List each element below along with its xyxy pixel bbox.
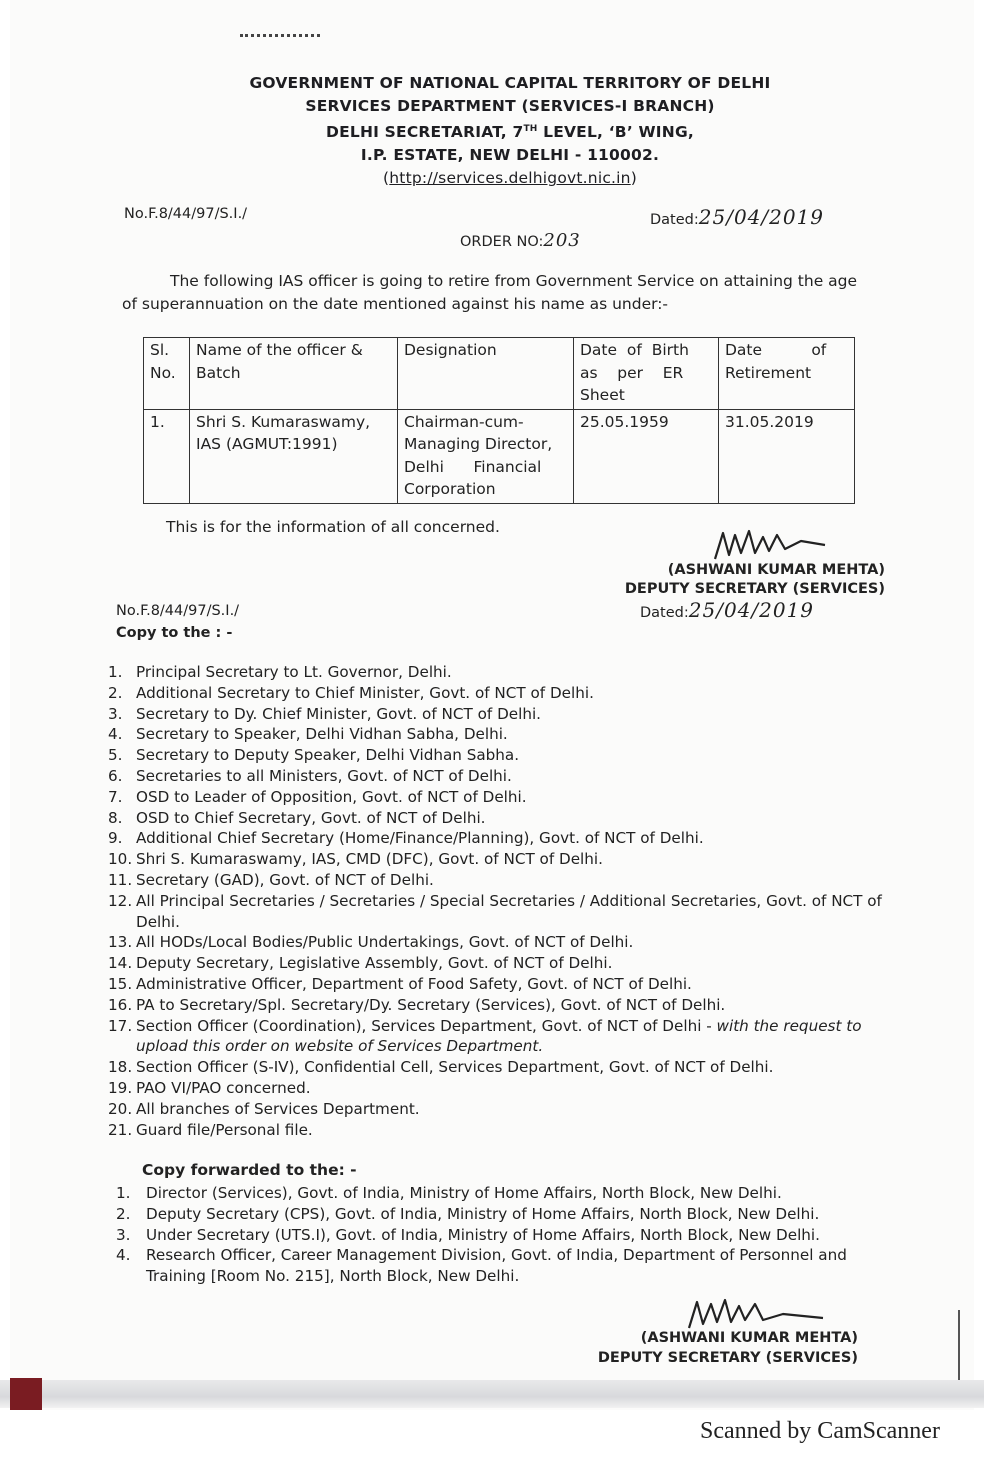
- header-name-line-1: Name of the officer &: [196, 341, 363, 359]
- list-item-text: [136, 870, 898, 891]
- list-item-text: [136, 1120, 898, 1141]
- intro-line-1: The following IAS officer is going to retire from Government Service on attaining the age: [170, 272, 858, 290]
- list-item-number: 6.: [108, 766, 123, 785]
- copy-date: [640, 598, 814, 622]
- list-item-text-italic: with the request to upload this order on website of Services Department.: [136, 1016, 862, 1056]
- list-item: [116, 1225, 876, 1246]
- list-item-text-main: Guard file/Personal file.: [136, 1120, 313, 1139]
- list-item-text-main: Deputy Secretary, Legislative Assembly, Govt. of NCT of Delhi.: [136, 954, 613, 973]
- url-open-paren: (: [383, 169, 390, 188]
- cell-name-line-2: IAS (AGMUT:1991): [196, 435, 338, 453]
- cell-designation: [398, 409, 574, 503]
- list-item-text: [136, 683, 898, 704]
- cell-designation-line-1: Chairman-cum-: [404, 412, 524, 431]
- list-item-text-main: PAO VI/PAO concerned.: [136, 1078, 311, 1097]
- list-item-number: 3.: [116, 1225, 131, 1244]
- cell-name: [190, 409, 398, 503]
- header-sl-no-line-2: No.: [150, 363, 176, 382]
- list-item-number: 21.: [108, 1120, 133, 1139]
- list-item-number: 18.: [108, 1058, 133, 1077]
- list-item: [108, 1099, 898, 1120]
- list-item: [108, 995, 898, 1016]
- list-item: [108, 1057, 898, 1078]
- header-dor: [719, 338, 855, 410]
- list-item-text-main: OSD to Leader of Opposition, Govt. of NCT of Delhi.: [136, 787, 527, 806]
- list-item-number: 4.: [108, 725, 123, 744]
- cell-sl-no: 1.: [144, 409, 190, 503]
- list-item-text-main: Secretary to Deputy Speaker, Delhi Vidhan Sabha.: [136, 746, 520, 765]
- list-item-text-main: Administrative Officer, Department of Food Safety, Govt. of NCT of Delhi.: [136, 974, 692, 993]
- list-item-text-main: Additional Secretary to Chief Minister, Govt. of NCT of Delhi.: [136, 683, 594, 702]
- letterhead-line-1: GOVERNMENT OF NATIONAL CAPITAL TERRITORY OF DELHI: [249, 74, 771, 92]
- list-item: [108, 870, 898, 891]
- list-item-text: [136, 1078, 898, 1099]
- list-item-text-main: Secretary (GAD), Govt. of NCT of Delhi.: [136, 870, 434, 889]
- table-row: [144, 409, 855, 503]
- list-item-text-main: Deputy Secretary (CPS), Govt. of India, Ministry of Home Affairs, North Block, New Delhi.: [146, 1204, 820, 1223]
- list-item-text: [146, 1204, 876, 1225]
- list-item-text-main: Director (Services), Govt. of India, Ministry of Home Affairs, North Block, New Delhi.: [146, 1184, 782, 1202]
- list-item: [108, 953, 898, 974]
- cell-designation-line-3: Delhi Financial: [404, 457, 542, 476]
- list-item-text: [136, 974, 898, 995]
- list-item: [108, 891, 898, 933]
- list-item-number: 19.: [108, 1078, 133, 1097]
- list-item-number: 13.: [108, 933, 133, 952]
- list-item-number: 11.: [108, 870, 133, 889]
- list-item-text-main: Secretaries to all Ministers, Govt. of NCT of Delhi.: [136, 766, 512, 785]
- list-item-text: [136, 1099, 898, 1120]
- list-item-number: 1.: [116, 1184, 131, 1202]
- signature-block-1: [600, 527, 885, 599]
- red-corner-mark: [10, 1378, 42, 1410]
- header-dob-line-2: as per ER: [580, 363, 684, 382]
- table-header-row: [144, 338, 855, 410]
- page-edge-line: [958, 1310, 960, 1390]
- list-item: [116, 1204, 876, 1225]
- list-item: [116, 1183, 876, 1204]
- header-name: [190, 338, 398, 410]
- list-item-text-main: Additional Chief Secretary (Home/Finance/Planning), Govt. of NCT of Delhi.: [136, 829, 704, 848]
- list-item-text: [136, 662, 898, 683]
- list-item-number: 15.: [108, 974, 133, 993]
- order-date-value: 25/04/2019: [698, 205, 825, 229]
- order-date: [650, 205, 824, 229]
- list-item-number: 2.: [116, 1204, 131, 1223]
- letterhead-line-3-pre: DELHI SECRETARIAT, 7: [326, 123, 524, 142]
- list-item-number: 5.: [108, 746, 123, 765]
- header-designation: [398, 338, 574, 410]
- list-item-text: [136, 953, 898, 974]
- list-item-text: [136, 808, 898, 829]
- order-number-label: ORDER NO:: [460, 234, 544, 250]
- cell-designation-line-2: Managing Director,: [404, 435, 553, 453]
- header-sl-no-line-1: Sl.: [150, 341, 170, 359]
- cell-name-line-1: Shri S. Kumaraswamy,: [196, 412, 371, 431]
- info-line: This is for the information of all concerned.: [166, 518, 500, 536]
- letterhead-line-3-post: LEVEL, ‘B’ WING,: [537, 123, 694, 142]
- list-item: [108, 662, 898, 683]
- list-item-text-main: OSD to Chief Secretary, Govt. of NCT of Delhi.: [136, 808, 486, 827]
- letterhead: [180, 72, 840, 190]
- list-item-text: [136, 995, 898, 1016]
- header-designation-text: Designation: [404, 341, 497, 359]
- top-scribble-mark: [240, 34, 320, 40]
- intro-paragraph: [122, 270, 892, 316]
- signature-block-2: [580, 1328, 858, 1368]
- letterhead-line-3: [180, 118, 840, 144]
- list-item-number: 16.: [108, 995, 133, 1014]
- signatory-title-2: DEPUTY SECRETARY (SERVICES): [597, 1350, 858, 1366]
- letterhead-url-line: [180, 167, 840, 190]
- list-item-number: 4.: [116, 1246, 131, 1265]
- copy-forwarded-list: [116, 1183, 876, 1287]
- list-item-text-main: Section Officer (S-IV), Confidential Cell, Services Department, Govt. of NCT of Delhi.: [136, 1058, 774, 1077]
- cell-dor: 31.05.2019: [719, 409, 855, 503]
- letterhead-line-4: I.P. ESTATE, NEW DELHI - 110002.: [360, 146, 660, 165]
- order-number-value: 203: [543, 230, 581, 251]
- list-item: [108, 683, 898, 704]
- list-item-text-main: Research Officer, Career Management Division, Govt. of India, Department of Personnel and Training [Room No. 215], North Block, New Delhi.: [146, 1246, 847, 1286]
- signatory-name-2: (ASHWANI KUMAR MEHTA): [640, 1330, 858, 1346]
- cell-designation-line-4: Corporation: [404, 480, 496, 498]
- list-item: [108, 724, 898, 745]
- url-close-paren: ): [630, 169, 637, 188]
- list-item-number: 17.: [108, 1016, 133, 1035]
- list-item-number: 1.: [108, 663, 123, 681]
- list-item: [108, 1078, 898, 1099]
- list-item-text: [146, 1245, 876, 1287]
- copy-forwarded-heading: Copy forwarded to the: -: [142, 1161, 357, 1179]
- list-item-text: [136, 724, 898, 745]
- list-item-text: [136, 1016, 898, 1058]
- list-item-text-main: Secretary to Dy. Chief Minister, Govt. of NCT of Delhi.: [136, 704, 541, 723]
- list-item-text-main: Shri S. Kumaraswamy, IAS, CMD (DFC), Govt. of NCT of Delhi.: [136, 850, 603, 869]
- letterhead-line-3-sup: TH: [523, 124, 538, 134]
- list-item-number: 8.: [108, 808, 123, 827]
- signatory-name-1: (ASHWANI KUMAR MEHTA): [667, 562, 885, 578]
- list-item: [108, 932, 898, 953]
- list-item: [108, 1016, 898, 1058]
- copy-reference: [116, 600, 239, 644]
- order-date-label: Dated:: [650, 212, 699, 228]
- website-link[interactable]: http://services.delhigovt.nic.in: [389, 169, 631, 188]
- cell-dob: 25.05.1959: [574, 409, 719, 503]
- header-dob: [574, 338, 719, 410]
- list-item: [116, 1245, 876, 1287]
- list-item: [108, 745, 898, 766]
- list-item-number: 14.: [108, 954, 133, 973]
- list-item-number: 12.: [108, 891, 133, 910]
- list-item-text: [136, 891, 898, 933]
- list-item-number: 20.: [108, 1099, 133, 1118]
- copy-file-number: No.F.8/44/97/S.I./: [116, 603, 240, 619]
- list-item: [108, 787, 898, 808]
- list-item-text: [136, 849, 898, 870]
- order-number: [460, 230, 581, 251]
- list-item-number: 3.: [108, 704, 123, 723]
- list-item-text-main: All HODs/Local Bodies/Public Undertakings, Govt. of NCT of Delhi.: [136, 933, 634, 952]
- header-sl-no: [144, 338, 190, 410]
- list-item-text-main: All branches of Services Department.: [136, 1099, 420, 1118]
- list-item-text-main: All Principal Secretaries / Secretaries / Special Secretaries / Additional Secretaries, Govt. of NCT of Delhi.: [136, 891, 882, 931]
- list-item-text: [146, 1183, 876, 1204]
- list-item-text-main: Section Officer (Coordination), Services Department, Govt. of NCT of Delhi -: [136, 1016, 717, 1035]
- letterhead-line-2: SERVICES DEPARTMENT (SERVICES-I BRANCH): [305, 97, 715, 115]
- list-item-text-main: Secretary to Speaker, Delhi Vidhan Sabha, Delhi.: [136, 725, 508, 744]
- list-item-number: 7.: [108, 787, 123, 806]
- copy-to-list: [108, 662, 898, 1140]
- copy-date-value: 25/04/2019: [688, 598, 815, 622]
- list-item: [108, 974, 898, 995]
- list-item: [108, 849, 898, 870]
- scanner-watermark: Scanned by CamScanner: [700, 1418, 940, 1444]
- list-item-number: 2.: [108, 683, 123, 702]
- list-item-text: [136, 766, 898, 787]
- list-item: [108, 766, 898, 787]
- signatory-title-1: DEPUTY SECRETARY (SERVICES): [624, 581, 885, 597]
- list-item-number: 9.: [108, 829, 123, 848]
- copy-date-label: Dated:: [640, 605, 689, 621]
- scan-bottom-shadow: [0, 1380, 984, 1408]
- list-item-text: [136, 828, 898, 849]
- list-item-text: [136, 1057, 898, 1078]
- intro-line-2: of superannuation on the date mentioned against his name as under:-: [122, 295, 669, 313]
- header-dob-line-3: Sheet: [580, 386, 625, 404]
- list-item-text: [136, 745, 898, 766]
- header-dob-line-1: Date of Birth: [580, 341, 689, 359]
- list-item-text: [146, 1225, 876, 1246]
- list-item-text-main: Under Secretary (UTS.I), Govt. of India, Ministry of Home Affairs, North Block, New Delhi.: [146, 1225, 820, 1244]
- list-item-number: 10.: [108, 850, 133, 869]
- officer-table: [143, 337, 855, 504]
- list-item-text: [136, 704, 898, 725]
- copy-to-heading: Copy to the : -: [116, 625, 233, 641]
- header-name-line-2: Batch: [196, 363, 241, 382]
- header-dor-line-1: Date of: [725, 341, 827, 359]
- list-item-text: [136, 932, 898, 953]
- list-item: [108, 704, 898, 725]
- file-number: No.F.8/44/97/S.I./: [124, 206, 248, 222]
- list-item-text-main: PA to Secretary/Spl. Secretary/Dy. Secretary (Services), Govt. of NCT of Delhi.: [136, 995, 726, 1014]
- list-item: [108, 808, 898, 829]
- list-item: [108, 828, 898, 849]
- list-item-text: [136, 787, 898, 808]
- list-item: [108, 1120, 898, 1141]
- header-dor-line-2: Retirement: [725, 363, 812, 382]
- list-item-text-main: Principal Secretary to Lt. Governor, Delhi.: [136, 663, 452, 681]
